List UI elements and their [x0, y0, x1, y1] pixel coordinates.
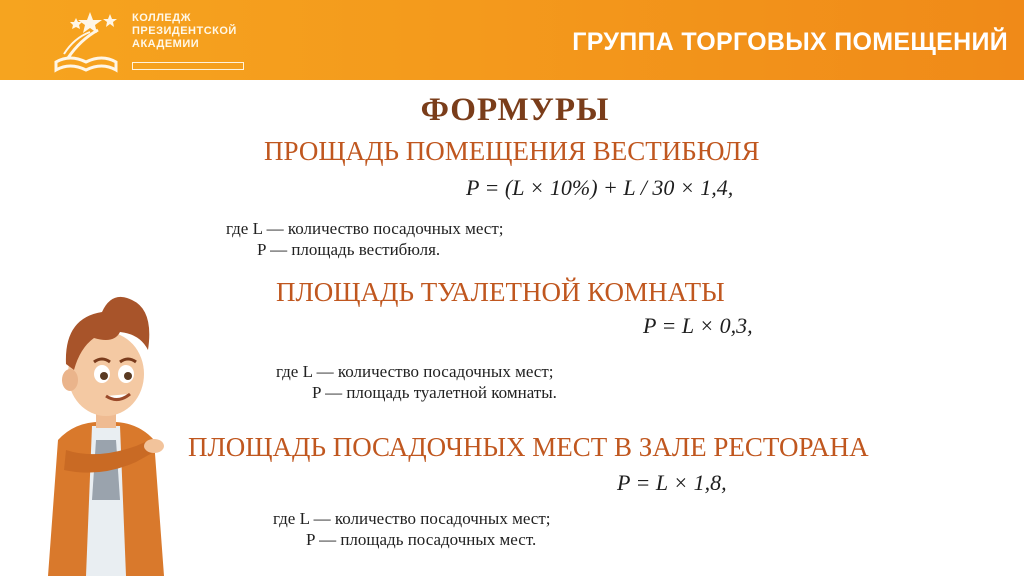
formula-toilet: P = L × 0,3,: [643, 313, 753, 338]
logo-line: ПРЕЗИДЕНТСКОЙ: [132, 25, 237, 37]
section-title-toilet: ПЛОЩАДЬ ТУАЛЕТНОЙ КОМНАТЫ: [276, 277, 725, 307]
college-logo: [46, 10, 266, 76]
formula-vestibule: P = (L × 10%) + L / 30 × 1,4,: [466, 175, 734, 200]
note-toilet: [276, 361, 557, 403]
note-line: где L — количество посадочных мест;: [273, 509, 551, 528]
logo-text: [132, 12, 237, 51]
note-line: P — площадь посадочных мест.: [306, 530, 537, 549]
note-vestibule: [226, 218, 504, 260]
note-line: P — площадь вестибюля.: [257, 240, 441, 259]
logo-strip: [132, 62, 244, 70]
cartoon-boy-illustration: [36, 290, 176, 576]
star-book-icon: [46, 10, 130, 76]
formula-dining: P = L × 1,8,: [617, 470, 727, 495]
note-line: P — площадь туалетной комнаты.: [312, 383, 557, 402]
header-bar: [0, 0, 1024, 80]
note-line: где L — количество посадочных мест;: [276, 362, 554, 381]
logo-line: АКАДЕМИИ: [132, 38, 200, 50]
section-title-dining: ПЛОЩАДЬ ПОСАДОЧНЫХ МЕСТ В ЗАЛЕ РЕСТОРАНА: [188, 432, 869, 462]
section-title-vestibule: ПРОЩАДЬ ПОМЕЩЕНИЯ ВЕСТИБЮЛЯ: [264, 136, 760, 166]
logo-line: КОЛЛЕДЖ: [132, 12, 192, 24]
header-title: ГРУППА ТОРГОВЫХ ПОМЕЩЕНИЙ: [572, 28, 1008, 56]
note-dining: [273, 508, 551, 550]
page-title: ФОРМУРЫ: [420, 92, 610, 128]
note-line: где L — количество посадочных мест;: [226, 219, 504, 238]
